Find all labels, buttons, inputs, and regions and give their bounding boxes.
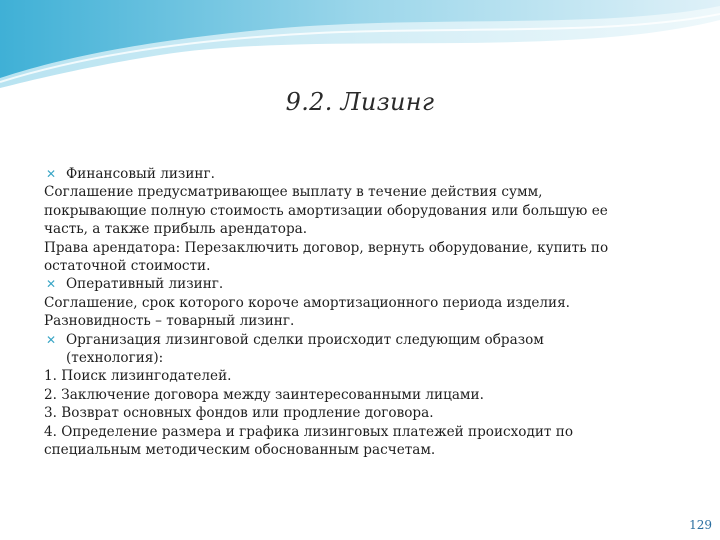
paragraph-line: часть, а также прибыль арендатора. [44, 221, 308, 238]
bullet-organization [44, 331, 684, 368]
step-item: 1. Поиск лизингодателей. [44, 368, 232, 385]
bullet-text: Оперативный лизинг. [66, 276, 224, 293]
x-bullet-icon: ✕ [45, 277, 57, 292]
paragraph-line: Права арендатора: Перезаключить договор, вернуть оборудование, купить по [44, 239, 609, 256]
paragraph-line: Соглашение предусматривающее выплату в течение действия сумм, [44, 184, 543, 201]
bullet-operating-leasing [44, 275, 684, 293]
slide-title: 9.2. Лизинг [285, 88, 435, 116]
x-bullet-icon: ✕ [45, 167, 57, 181]
bullet-text: Организация лизинговой сделки происходит следующим образом [66, 331, 544, 348]
bullet-financial-leasing [44, 165, 684, 183]
step-item-continued: специальным методическим обоснованным расчетам. [44, 442, 436, 459]
step-item: 4. Определение размера и графика лизинговых платежей происходит по [44, 423, 574, 440]
bullet-text: Финансовый лизинг. [66, 166, 215, 182]
page-number: 129 [689, 518, 712, 532]
paragraph-line: Разновидность – товарный лизинг. [44, 313, 295, 330]
x-bullet-icon: ✕ [45, 332, 57, 347]
paragraph-line: Соглашение, срок которого короче амортизационного периода изделия. [44, 294, 570, 311]
bullet-text-continued: (технология): [66, 350, 164, 367]
slide-body [44, 165, 684, 460]
step-item: 3. Возврат основных фондов или продление договора. [44, 405, 434, 422]
paragraph-line: покрывающие полную стоимость амортизации оборудования или большую ее [44, 202, 608, 219]
paragraph-line: остаточной стоимости. [44, 258, 211, 275]
step-item: 2. Заключение договора между заинтересованными лицами. [44, 386, 484, 403]
